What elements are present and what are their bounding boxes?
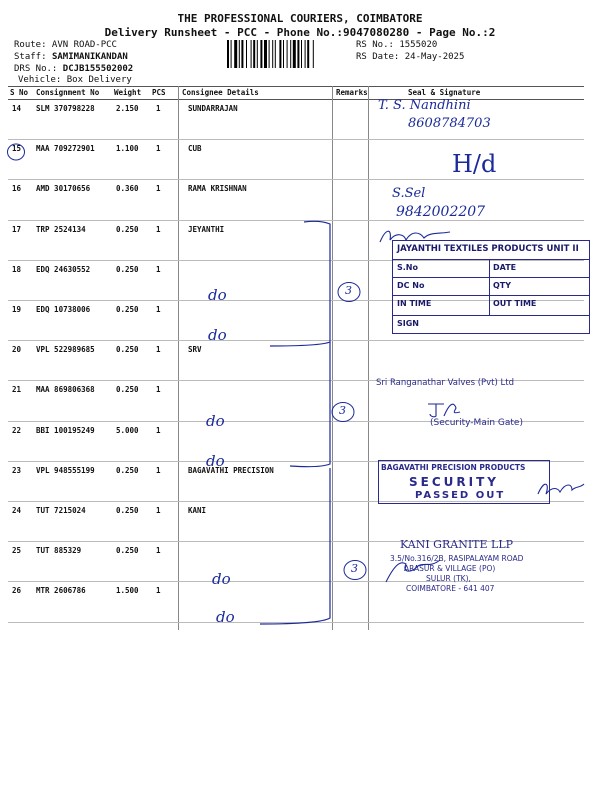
row-serial-number: 24 bbox=[12, 506, 22, 515]
row-weight: 1.100 bbox=[116, 144, 139, 154]
kani-address-line-4: COIMBATORE - 641 407 bbox=[406, 584, 495, 593]
row-pieces: 1 bbox=[156, 385, 161, 395]
runsheet-subtitle: Delivery Runsheet - PCC - Phone No.:9047080280 - Page No.:2 bbox=[104, 26, 496, 39]
jayanthi-dcno-label: DC No bbox=[397, 281, 425, 290]
row-pieces: 1 bbox=[156, 586, 161, 596]
row-14-receiver-phone: 8608784703 bbox=[408, 116, 491, 131]
barcode-bar bbox=[227, 40, 229, 68]
row-consignment-number: MAA 709272901 bbox=[36, 144, 95, 154]
row-14-receiver-name: T. S. Nandhini bbox=[378, 98, 471, 113]
ranganathar-signature bbox=[424, 398, 464, 420]
ditto-mark: do bbox=[208, 286, 227, 304]
row-consignment-number: VPL 522989685 bbox=[36, 345, 95, 355]
bagavathi-signature bbox=[536, 476, 586, 502]
remark-count: 3 bbox=[345, 284, 352, 297]
row-pieces: 1 bbox=[156, 345, 161, 355]
row-weight: 5.000 bbox=[116, 425, 139, 435]
route-text: Route: AVN ROAD-PCC bbox=[14, 40, 117, 50]
header-top-rule bbox=[8, 86, 584, 87]
row-weight: 0.250 bbox=[116, 506, 139, 515]
row-weight: 0.250 bbox=[116, 264, 139, 274]
ditto-mark: do bbox=[206, 412, 225, 430]
row-divider bbox=[8, 179, 584, 180]
barcode-bar bbox=[283, 40, 284, 68]
kani-address-line-3: SULUR (TK), bbox=[426, 574, 471, 583]
row-consignee: SRV bbox=[188, 345, 202, 355]
row-pieces: 1 bbox=[156, 305, 161, 314]
row-consignment-number: AMD 30170656 bbox=[36, 184, 91, 194]
remark-count: 3 bbox=[351, 562, 358, 575]
kani-granite-stamp-title: KANI GRANITE LLP bbox=[400, 538, 514, 551]
barcode-bar bbox=[279, 40, 281, 68]
row-pieces: 1 bbox=[156, 506, 161, 515]
barcode-bar bbox=[241, 40, 243, 68]
ditto-mark: do bbox=[208, 326, 227, 344]
barcode-bar bbox=[253, 40, 255, 68]
row-weight: 0.250 bbox=[116, 345, 139, 355]
drs-line bbox=[14, 64, 133, 74]
row-pieces: 1 bbox=[156, 546, 161, 556]
barcode-bar bbox=[287, 40, 288, 68]
barcode-bar bbox=[231, 40, 232, 68]
jayanthi-sno-label: S.No bbox=[397, 263, 418, 272]
row-consignment-number: TRP 2524134 bbox=[36, 224, 86, 234]
kani-signature bbox=[384, 556, 444, 586]
remarks-col-divider-right bbox=[368, 86, 369, 630]
row-serial-number: 26 bbox=[12, 586, 22, 596]
row-serial-number: 23 bbox=[12, 465, 22, 475]
ranganathar-security-text: (Security-Main Gate) bbox=[430, 418, 523, 428]
row-consignment-number: TUT 885329 bbox=[36, 546, 82, 556]
barcode-bar bbox=[275, 40, 276, 68]
ditto-mark: do bbox=[216, 608, 235, 626]
col-sno-header: S No bbox=[10, 88, 29, 97]
barcode-bar bbox=[251, 40, 252, 68]
passed-out-text: PASSED OUT bbox=[415, 490, 506, 501]
drs-number: DCJB155502002 bbox=[62, 64, 134, 74]
row-consignee: SUNDARRAJAN bbox=[188, 104, 238, 113]
row-weight: 0.250 bbox=[116, 465, 139, 475]
row-serial-number: 19 bbox=[12, 305, 22, 314]
row-consignee: CUB bbox=[188, 144, 202, 154]
row-weight: 2.150 bbox=[116, 104, 139, 113]
jayanthi-date-label: DATE bbox=[493, 263, 517, 272]
barcode-bar bbox=[313, 40, 314, 68]
col-remarks-header: Remarks bbox=[336, 88, 368, 97]
row-15-hold-note: H/d bbox=[452, 150, 497, 178]
bagavathi-security-stamp bbox=[378, 460, 550, 504]
drs-label: DRS No.: bbox=[14, 64, 63, 74]
ranganathar-stamp: Sri Ranganathar Valves (Pvt) Ltd bbox=[376, 378, 514, 388]
row-weight: 0.250 bbox=[116, 305, 139, 314]
row-consignment-number: TUT 7215024 bbox=[36, 506, 86, 515]
staff-label: Staff: bbox=[14, 52, 52, 62]
row-consignee: BAGAVATHI PRECISION bbox=[188, 465, 274, 475]
row-serial-number: 22 bbox=[12, 425, 22, 435]
barcode-bar bbox=[239, 40, 240, 68]
row-serial-number: 15 bbox=[12, 144, 22, 154]
vehicle-text: Vehicle: Box Delivery bbox=[18, 75, 132, 85]
jayanthi-signature bbox=[376, 226, 456, 248]
barcode-bar bbox=[264, 40, 267, 68]
row-pieces: 1 bbox=[156, 425, 161, 435]
barcode-bar bbox=[246, 40, 247, 68]
barcode-bar bbox=[257, 40, 258, 68]
row-serial-number: 14 bbox=[12, 104, 22, 113]
grouping-brackets bbox=[260, 214, 340, 634]
row-pieces: 1 bbox=[156, 104, 161, 113]
security-text: SECURITY bbox=[409, 475, 499, 489]
jayanthi-textiles-stamp bbox=[392, 240, 590, 334]
remark-count: 3 bbox=[339, 404, 346, 417]
row-consignee: RAMA KRISHNAN bbox=[188, 184, 247, 194]
barcode-bar bbox=[293, 40, 296, 68]
barcode-bar bbox=[301, 40, 302, 68]
row-16-phone: 9842002207 bbox=[396, 204, 486, 220]
row-consignment-number: MTR 2606786 bbox=[36, 586, 86, 596]
barcode-bar bbox=[269, 40, 270, 68]
jayanthi-outtime-label: OUT TIME bbox=[493, 299, 537, 308]
row-divider bbox=[8, 139, 584, 140]
barcode-bar bbox=[297, 40, 299, 68]
row-weight: 0.250 bbox=[116, 546, 139, 556]
col-consignment-header: Consignment No bbox=[36, 88, 100, 97]
staff-line bbox=[14, 52, 128, 62]
rs-number: RS No.: 1555020 bbox=[356, 40, 438, 50]
jayanthi-qty-label: QTY bbox=[493, 281, 512, 290]
jayanthi-sign-label: SIGN bbox=[397, 319, 419, 328]
col-weight-header: Weight bbox=[114, 88, 142, 97]
row-weight: 1.500 bbox=[116, 586, 139, 596]
row-weight: 0.250 bbox=[116, 385, 139, 395]
row-consignment-number: MAA 869806368 bbox=[36, 385, 95, 395]
row-consignee: KANI bbox=[188, 506, 207, 515]
row-consignee: JEYANTHI bbox=[188, 224, 225, 234]
bagavathi-stamp-title: BAGAVATHI PRECISION PRODUCTS bbox=[381, 463, 526, 472]
row-consignment-number: EDQ 10738006 bbox=[36, 305, 91, 314]
consignee-col-divider bbox=[178, 86, 179, 630]
ditto-mark: do bbox=[206, 452, 225, 470]
row-serial-number: 25 bbox=[12, 546, 22, 556]
row-consignment-number: BBI 100195249 bbox=[36, 425, 95, 435]
header-bottom-rule bbox=[8, 99, 584, 100]
row-pieces: 1 bbox=[156, 144, 161, 154]
col-consignee-header: Consignee Details bbox=[182, 88, 259, 97]
barcode-bar bbox=[305, 40, 306, 68]
company-title: THE PROFESSIONAL COURIERS, COIMBATORE bbox=[177, 12, 423, 25]
kani-address-line-2: ARASUR & VILLAGE (PO) bbox=[404, 564, 496, 573]
row-serial-number: 17 bbox=[12, 224, 22, 234]
row-weight: 0.360 bbox=[116, 184, 139, 194]
barcode-bar bbox=[272, 40, 273, 68]
staff-name: SAMIMANIKANDAN bbox=[51, 52, 128, 62]
kani-address-line-1: 3.5/No.316/2B, RASIPALAYAM ROAD bbox=[390, 554, 524, 563]
col-pcs-header: PCS bbox=[152, 88, 166, 97]
barcode bbox=[226, 40, 350, 68]
row-pieces: 1 bbox=[156, 224, 161, 234]
jayanthi-stamp-title: JAYANTHI TEXTILES PRODUCTS UNIT II bbox=[397, 244, 579, 254]
row-consignment-number: SLM 370798228 bbox=[36, 104, 95, 113]
rs-date: RS Date: 24-May-2025 bbox=[356, 52, 465, 62]
barcode-bar bbox=[290, 40, 291, 68]
row-15-circle bbox=[6, 142, 26, 162]
row-serial-number: 20 bbox=[12, 345, 22, 355]
barcode-bar bbox=[260, 40, 262, 68]
row-16-signature: S.Sel bbox=[392, 186, 426, 201]
row-serial-number: 16 bbox=[12, 184, 22, 194]
barcode-bar bbox=[234, 40, 237, 68]
row-pieces: 1 bbox=[156, 264, 161, 274]
col-seal-header: Seal & Signature bbox=[408, 88, 481, 97]
barcode-bar bbox=[307, 40, 309, 68]
ditto-mark: do bbox=[212, 570, 231, 588]
row-serial-number: 21 bbox=[12, 385, 22, 395]
jayanthi-intime-label: IN TIME bbox=[397, 299, 432, 308]
row-consignment-number: VPL 948555199 bbox=[36, 465, 95, 475]
row-consignment-number: EDQ 24630552 bbox=[36, 264, 91, 274]
row-pieces: 1 bbox=[156, 184, 161, 194]
row-pieces: 1 bbox=[156, 465, 161, 475]
row-weight: 0.250 bbox=[116, 224, 139, 234]
row-serial-number: 18 bbox=[12, 264, 22, 274]
